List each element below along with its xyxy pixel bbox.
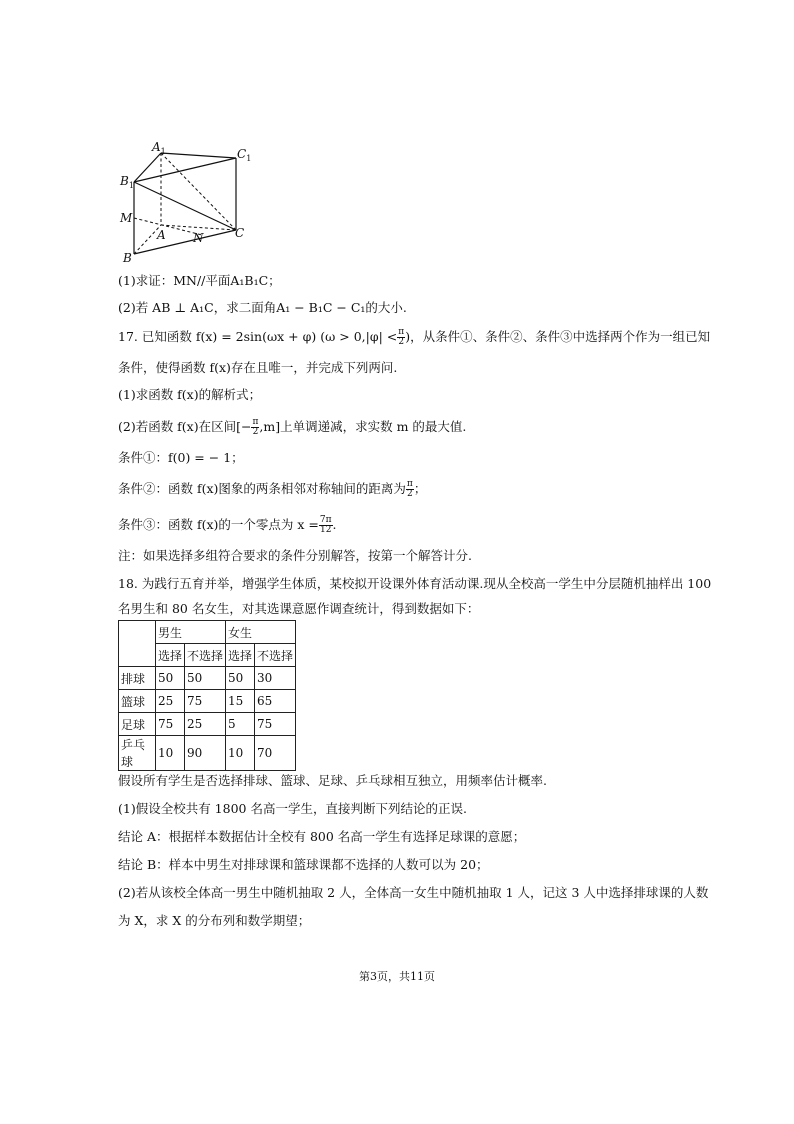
table-cell: 75 [156,713,185,736]
table-header-row [119,621,296,644]
label-C: C [235,226,245,240]
table-cell: 25 [185,713,226,736]
label-A1: $A_1$ [152,140,166,156]
table-cell: 50 [226,667,255,690]
q17-cond1: 条件①：f(0) = − 1； [118,450,244,465]
table-cell: 65 [255,690,296,713]
table-cell: 50 [185,667,226,690]
q17-part2: (2)若函数 f(x)在区间[− $\frac{\pi}{2}$ ,m]上单调递减，求实数 m 的最大值. [118,417,467,437]
table-row [119,736,296,771]
q17-line1: 17. 已知函数 f(x) = 2sin(ωx + φ) (ω > 0,|φ| < $\frac{\pi}{2}$ )，从条件①、条件②、条件③中选择两个作为一组已知 [118,327,711,347]
table-cell: 10 [226,736,255,771]
label-M: M [120,211,133,225]
label-C1: $C_1$ [237,147,252,163]
table-cell: 25 [156,690,185,713]
page-footer: 第3页，共11页 [359,970,435,983]
q18-conclB: 结论 B：样本中男生对排球课和篮球课都不选择的人数可以为 20； [118,857,489,872]
table-cell: 70 [255,736,296,771]
q17-note: 注：如果选择多组符合要求的条件分别解答，按第一个解答计分. [118,548,472,563]
table-cell: 75 [185,690,226,713]
survey-table [118,620,296,771]
q16-part1: (1)求证：MN//平面A₁B₁C； [118,273,281,288]
table-group-female: 女生 [226,621,296,644]
label-A: A [157,228,166,242]
q17-frac-interval: $\frac{\pi}{2}$ [252,417,259,437]
prism-figure [112,138,262,266]
q17-frac-cond3: $\frac{7\pi}{12}$ [319,515,332,535]
table-cell: 5 [226,713,255,736]
q16-part2: (2)若 AB ⊥ A₁C，求二面角A₁ − B₁C − C₁的大小. [118,300,407,315]
table-row-label: 篮球 [119,690,156,713]
q18-line1: 18. 为践行五育并举，增强学生体质，某校拟开设课外体育活动课.现从全校高一学生中分层随机抽样出 100 [118,576,712,591]
q17-cond3: 条件③：函数 f(x)的一个零点为 x = $\frac{7\pi}{12}$ . [118,515,337,535]
q17-line2: 条件，使得函数 f(x)存在且唯一，并完成下列两问. [118,360,398,375]
table-subheader: 不选择 [185,644,226,667]
q18-part1: (1)假设全校共有 1800 名高一学生，直接判断下列结论的正误. [118,801,467,816]
table-subheader: 选择 [156,644,185,667]
q17-frac-cond2: $\frac{\pi}{2}$ [406,479,413,499]
table-corner-cell [119,621,156,667]
q17-frac-phi: $\frac{\pi}{2}$ [398,327,405,347]
q18-part2-line2: 为 X，求 X 的分布列和数学期望； [118,913,311,928]
table-cell: 15 [226,690,255,713]
q17-part1: (1)求函数 f(x)的解析式； [118,387,262,402]
table-cell: 30 [255,667,296,690]
q18-conclA: 结论 A：根据样本数据估计全校有 800 名高一学生有选择足球课的意愿； [118,829,526,844]
label-N: N [193,231,204,245]
table-cell: 10 [156,736,185,771]
table-cell: 50 [156,667,185,690]
table-row [119,713,296,736]
label-B1: $B_1$ [120,174,134,190]
table-row [119,667,296,690]
table-subheader: 不选择 [255,644,296,667]
table-cell: 90 [185,736,226,771]
table-row [119,690,296,713]
label-B: B [123,251,132,265]
table-subheader: 选择 [226,644,255,667]
q18-part2-line1: (2)若从该校全体高一男生中随机抽取 2 人，全体高一女生中随机抽取 1 人，记这 3 人中选择排球课的人数 [118,885,709,900]
table-group-male: 男生 [156,621,226,644]
q18-assume: 假设所有学生是否选择排球、篮球、足球、乒乓球相互独立，用频率估计概率. [118,773,547,788]
q17-cond2: 条件②：函数 f(x)图象的两条相邻对称轴间的距离为 $\frac{\pi}{2}$ ； [118,479,427,499]
table-row-label: 乒乓球 [119,736,156,771]
table-cell: 75 [255,713,296,736]
table-row-label: 足球 [119,713,156,736]
table-row-label: 排球 [119,667,156,690]
q18-line2: 名男生和 80 名女生，对其选课意愿作调查统计，得到数据如下： [118,601,480,616]
